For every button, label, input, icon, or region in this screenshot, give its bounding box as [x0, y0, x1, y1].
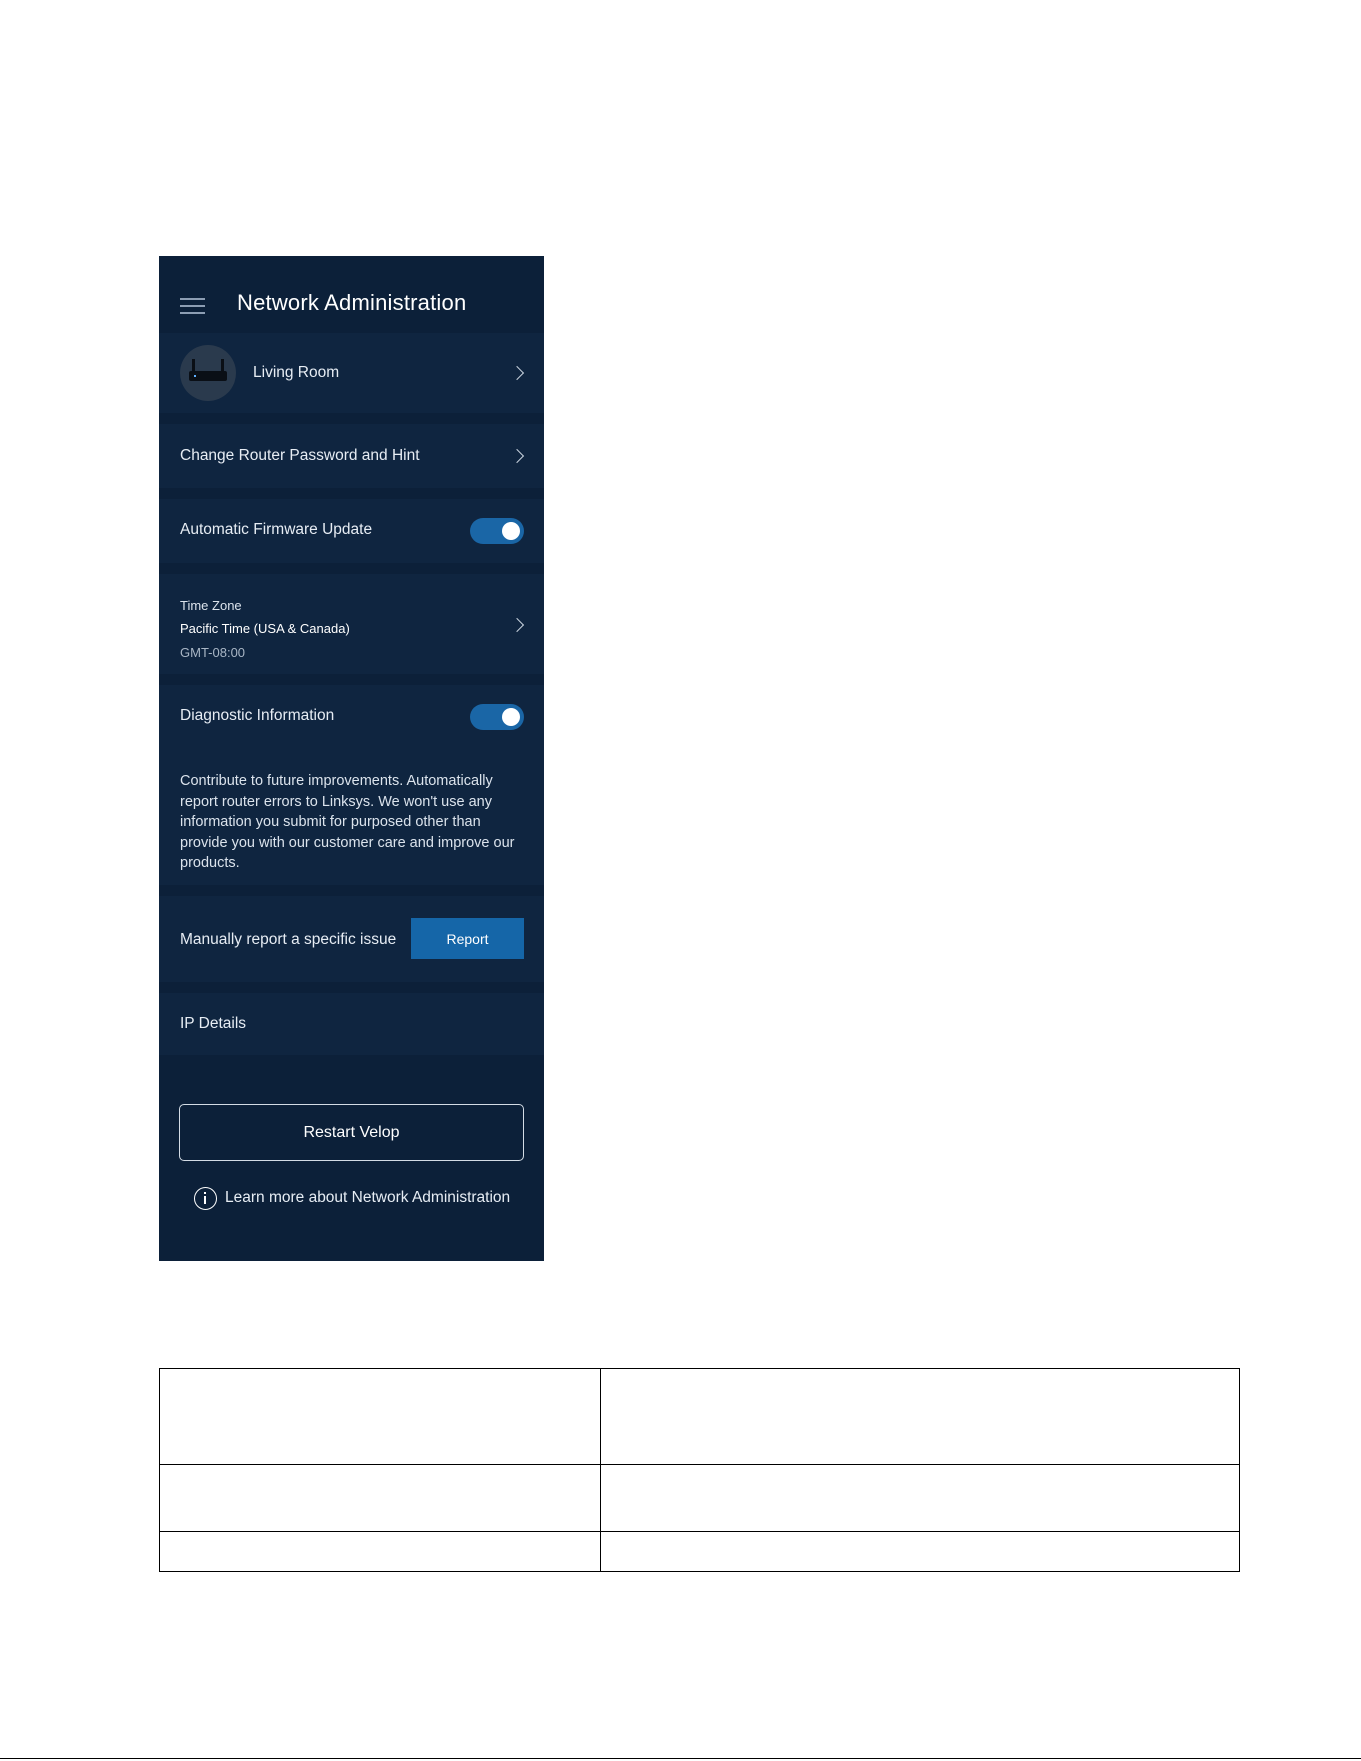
- table-cell: [160, 1465, 601, 1532]
- node-item-living-room[interactable]: [159, 333, 544, 413]
- table-row: [160, 1532, 1240, 1572]
- table-cell: [601, 1465, 1240, 1532]
- diagnostic-information-item: [159, 685, 544, 885]
- page-title: Network Administration: [237, 290, 467, 315]
- chevron-right-icon[interactable]: [510, 366, 524, 380]
- time-zone-label: Time Zone: [180, 598, 242, 613]
- hamburger-menu-icon[interactable]: [180, 298, 205, 314]
- table-cell: [160, 1369, 601, 1465]
- table-cell: [160, 1532, 601, 1572]
- toggle-knob: [502, 522, 520, 540]
- diagnostic-information-toggle[interactable]: [470, 704, 524, 730]
- table-cell: [601, 1369, 1240, 1465]
- time-zone-value: Pacific Time (USA & Canada): [180, 621, 350, 636]
- learn-more-link[interactable]: [194, 1186, 510, 1210]
- page-footer-rule: [0, 1758, 1361, 1759]
- manual-report-item: [159, 896, 544, 982]
- restart-velop-button[interactable]: Restart Velop: [179, 1104, 524, 1161]
- node-name: Living Room: [253, 364, 340, 381]
- info-circle-icon: [194, 1187, 217, 1210]
- diagnostic-information-label: Diagnostic Information: [180, 707, 335, 724]
- change-router-password-item[interactable]: [159, 424, 544, 488]
- automatic-firmware-update-toggle[interactable]: [470, 518, 524, 544]
- ip-details-label: IP Details: [180, 1015, 247, 1032]
- change-router-password-label: Change Router Password and Hint: [180, 447, 420, 464]
- ip-details-item[interactable]: [159, 993, 544, 1055]
- manual-report-label: Manually report a specific issue: [180, 931, 397, 948]
- table-row: [160, 1369, 1240, 1465]
- app-header: [159, 256, 544, 332]
- router-icon: [180, 345, 236, 401]
- table-row: [160, 1465, 1240, 1532]
- document-table: [159, 1368, 1240, 1572]
- diagnostic-description: Contribute to future improvements. Automatically report router errors to Linksys. We won't use any information you submit for purposed other than provide you with our customer care and improve our products.: [180, 773, 515, 872]
- time-zone-item[interactable]: [159, 574, 544, 674]
- automatic-firmware-update-item: [159, 499, 544, 563]
- toggle-knob: [502, 708, 520, 726]
- time-zone-offset: GMT-08:00: [180, 645, 246, 660]
- network-administration-screen: [159, 256, 544, 1261]
- automatic-firmware-update-label: Automatic Firmware Update: [180, 521, 373, 538]
- learn-more-label: Learn more about Network Administration: [225, 1189, 511, 1206]
- chevron-right-icon[interactable]: [510, 449, 524, 463]
- report-button[interactable]: Report: [411, 918, 524, 959]
- table-cell: [601, 1532, 1240, 1572]
- chevron-right-icon[interactable]: [510, 618, 524, 632]
